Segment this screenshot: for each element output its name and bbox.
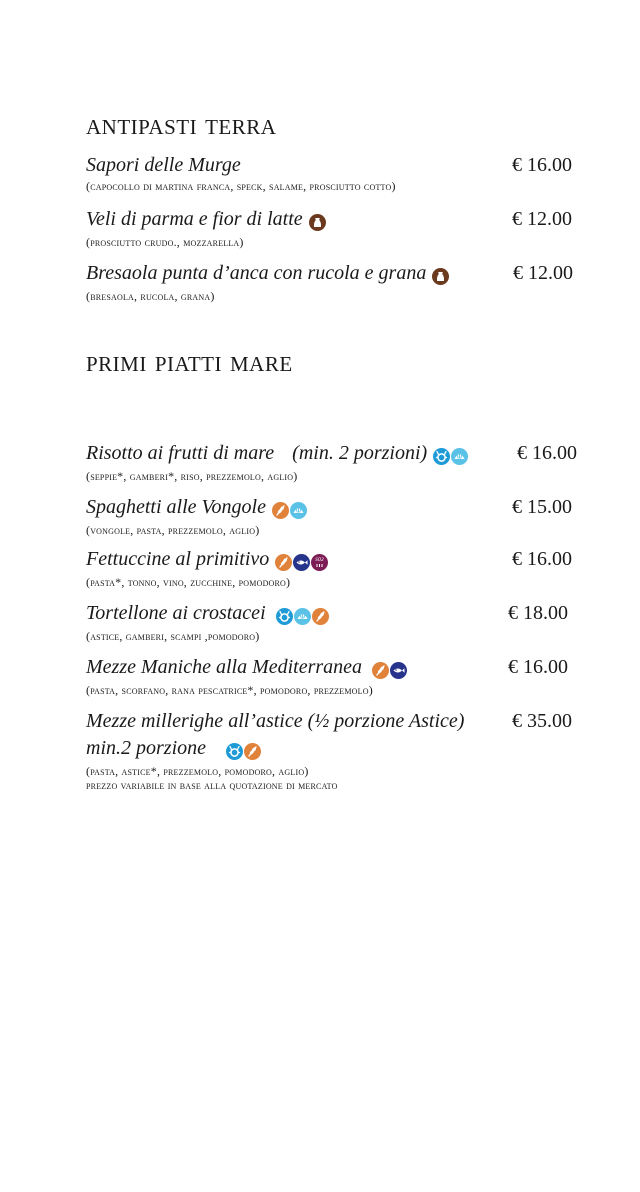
item-name: Risotto ai frutti di mare bbox=[86, 442, 275, 464]
section-title-primi-piatti-mare: primi piatti mare bbox=[86, 345, 293, 378]
item-description: (astice, gamberi, scampi ,pomodoro) bbox=[86, 629, 260, 643]
item-name: Mezze millerighe all’astice (½ porzione Astice) bbox=[86, 710, 465, 732]
item-price: € 16.00 bbox=[512, 548, 572, 570]
item-description: (prosciutto crudo., mozzarella) bbox=[86, 235, 244, 249]
item-description: (pasta*, tonno, vino, zucchine, pomodoro) bbox=[86, 575, 291, 589]
item-name: Bresaola punta d’anca con rucola e grana bbox=[86, 262, 427, 284]
menu-item-spaghetti-vongole bbox=[86, 494, 586, 537]
fish-icon bbox=[390, 662, 407, 679]
menu-item-mezze-millerighe bbox=[86, 708, 586, 792]
svg-text:SO2: SO2 bbox=[315, 557, 325, 563]
gluten-icon bbox=[244, 743, 261, 760]
crustacean-icon bbox=[433, 448, 450, 465]
item-description: (bresaola, rucola, grana) bbox=[86, 289, 215, 303]
item-name: Mezze Maniche alla Mediterranea bbox=[86, 656, 363, 678]
menu-item-veli-di-parma bbox=[86, 206, 586, 249]
item-name: Tortellone ai crostacei bbox=[86, 602, 266, 624]
item-description: (vongole, pasta, prezzemolo, aglio) bbox=[86, 523, 260, 537]
item-price: € 35.00 bbox=[512, 710, 572, 732]
item-description: (capocollo di martina franca, speck, salame, prosciutto cotto) bbox=[86, 179, 396, 193]
menu-item-bresaola bbox=[86, 260, 586, 303]
section-title-antipasti-terra: antipasti terra bbox=[86, 108, 277, 141]
menu-item-risotto bbox=[86, 440, 586, 483]
lactose-icon bbox=[432, 268, 449, 285]
mollusc-icon bbox=[451, 448, 468, 465]
item-name-line2: min.2 porzione bbox=[86, 737, 206, 759]
item-price: € 12.00 bbox=[512, 208, 572, 230]
item-price: € 12.00 bbox=[513, 262, 573, 284]
menu-item-mezze-maniche bbox=[86, 654, 586, 697]
item-description: (pasta, astice*, prezzemolo, pomodoro, aglio) bbox=[86, 764, 309, 778]
gluten-icon bbox=[312, 608, 329, 625]
crustacean-icon bbox=[276, 608, 293, 625]
gluten-icon bbox=[275, 554, 292, 571]
item-price-note: prezzo variabile in base alla quotazione di mercato bbox=[86, 778, 338, 792]
item-price: € 15.00 bbox=[512, 496, 572, 518]
item-price: € 16.00 bbox=[512, 154, 572, 176]
sulphite-icon bbox=[311, 554, 328, 571]
gluten-icon bbox=[372, 662, 389, 679]
item-name: Veli di parma e fior di latte bbox=[86, 208, 303, 230]
mollusc-icon bbox=[294, 608, 311, 625]
gluten-icon bbox=[272, 502, 289, 519]
menu-item-sapori-delle-murge bbox=[86, 152, 586, 193]
item-name: Sapori delle Murge bbox=[86, 154, 241, 176]
item-price: € 18.00 bbox=[508, 602, 568, 624]
menu-item-tortellone bbox=[86, 600, 586, 643]
menu-item-fettuccine bbox=[86, 546, 586, 589]
mollusc-icon bbox=[290, 502, 307, 519]
item-description: (pasta, scorfano, rana pescatrice*, pomodoro, prezzemolo) bbox=[86, 683, 373, 697]
lactose-icon bbox=[309, 214, 326, 231]
item-description: (seppie*, gamberi*, riso, prezzemolo, aglio) bbox=[86, 469, 298, 483]
fish-icon bbox=[293, 554, 310, 571]
item-price: € 16.00 bbox=[508, 656, 568, 678]
crustacean-icon bbox=[226, 743, 243, 760]
item-price: € 16.00 bbox=[517, 442, 577, 464]
item-name: Fettuccine al primitivo bbox=[86, 548, 270, 570]
item-name: Spaghetti alle Vongole bbox=[86, 496, 266, 518]
item-note: (min. 2 porzioni) bbox=[292, 442, 428, 464]
